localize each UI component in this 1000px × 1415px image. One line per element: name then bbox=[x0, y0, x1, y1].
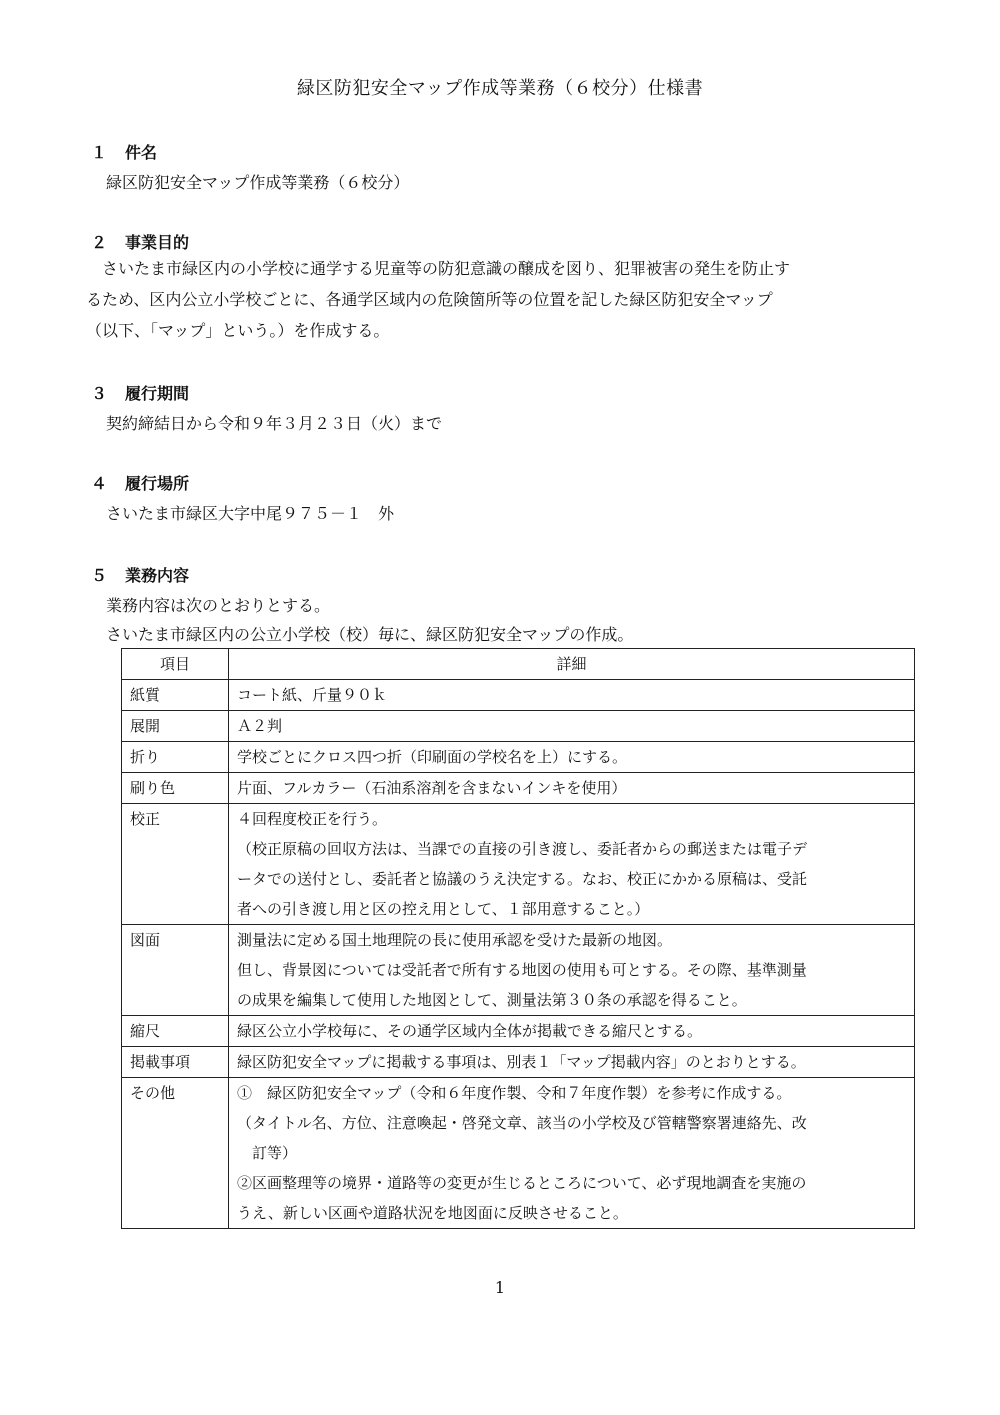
section-title: 事業目的 bbox=[125, 233, 190, 252]
page-number: 1 bbox=[494, 1278, 506, 1297]
row-label: 掲載事項 bbox=[122, 1047, 229, 1078]
detail-line: 緑区防犯安全マップに掲載する事項は、別表１「マップ掲載内容」のとおりとする。 bbox=[237, 1053, 806, 1071]
work-text: 業務内容は次のとおりとする。 bbox=[106, 596, 331, 615]
column-header: 項目 bbox=[122, 649, 229, 680]
row-label: その他 bbox=[122, 1078, 229, 1229]
section-heading-purpose bbox=[91, 230, 189, 253]
detail-line: （タイトル名、方位、注意喚起・啓発文章、該当の小学校及び管轄警察署連絡先、改 bbox=[237, 1114, 807, 1132]
detail-line: 測量法に定める国土地理院の長に使用承認を受けた最新の地図。 bbox=[237, 931, 673, 949]
row-label: 展開 bbox=[122, 711, 229, 742]
row-detail bbox=[229, 925, 915, 1016]
row-detail bbox=[229, 680, 915, 711]
section-title: 件名 bbox=[125, 143, 158, 162]
detail-line: ４回程度校正を行う。 bbox=[237, 810, 388, 828]
table-row bbox=[122, 742, 915, 773]
row-label: 刷り色 bbox=[122, 773, 229, 804]
table-row bbox=[122, 680, 915, 711]
work-text: さいたま市緑区内の公立小学校（校）毎に、緑区防犯安全マップの作成。 bbox=[106, 625, 634, 644]
detail-line: （校正原稿の回収方法は、当課での直接の引き渡し、委託者からの郵送または電子デ bbox=[237, 840, 808, 858]
detail-line: 学校ごとにクロス四つ折（印刷面の学校名を上）にする。 bbox=[237, 748, 628, 766]
spec-table bbox=[121, 648, 915, 1229]
row-detail bbox=[229, 1078, 915, 1229]
purpose-line: （以下、「マップ」という。）を作成する。 bbox=[86, 321, 390, 340]
row-label: 縮尺 bbox=[122, 1016, 229, 1047]
section-number: ４ bbox=[91, 474, 108, 493]
table-row bbox=[122, 1047, 915, 1078]
table-row bbox=[122, 773, 915, 804]
row-detail bbox=[229, 711, 915, 742]
row-detail bbox=[229, 773, 915, 804]
row-label: 校正 bbox=[122, 804, 229, 925]
detail-line: ① 緑区防犯安全マップ（令和６年度作製、令和７年度作製）を参考に作成する。 bbox=[237, 1084, 792, 1102]
detail-line: 訂等） bbox=[237, 1144, 298, 1162]
row-label: 折り bbox=[122, 742, 229, 773]
table-row bbox=[122, 925, 915, 1016]
table-header-row bbox=[122, 649, 915, 680]
section-title: 業務内容 bbox=[125, 566, 190, 585]
section-title: 履行場所 bbox=[125, 474, 190, 493]
row-label: 紙質 bbox=[122, 680, 229, 711]
table-row bbox=[122, 711, 915, 742]
subject-text: 緑区防犯安全マップ作成等業務（６校分） bbox=[106, 173, 410, 192]
section-number: １ bbox=[91, 143, 108, 162]
section-heading-location bbox=[91, 471, 189, 494]
section-number: ３ bbox=[91, 384, 108, 403]
section-heading-subject bbox=[91, 140, 157, 163]
table-row bbox=[122, 1078, 915, 1229]
detail-line: うえ、新しい区画や道路状況を地図面に反映させること。 bbox=[237, 1204, 628, 1222]
detail-line: コート紙、斤量９０ｋ bbox=[237, 686, 388, 704]
detail-line: の成果を編集して使用した地図として、測量法第３０条の承認を得ること。 bbox=[237, 991, 747, 1009]
purpose-paragraph bbox=[86, 253, 916, 346]
row-detail bbox=[229, 804, 915, 925]
table-row bbox=[122, 804, 915, 925]
row-label: 図面 bbox=[122, 925, 229, 1016]
table-row bbox=[122, 1016, 915, 1047]
section-number: ５ bbox=[91, 566, 108, 585]
section-number: ２ bbox=[91, 233, 108, 252]
row-detail bbox=[229, 1016, 915, 1047]
location-text: さいたま市緑区大字中尾９７５－１ 外 bbox=[106, 504, 395, 523]
section-heading-work bbox=[91, 563, 189, 586]
purpose-line: さいたま市緑区内の小学校に通学する児童等の防犯意識の醸成を図り、犯罪被害の発生を防止す bbox=[86, 259, 791, 278]
detail-line: 但し、背景図については受託者で所有する地図の使用も可とする。その際、基準測量 bbox=[237, 961, 807, 979]
row-detail bbox=[229, 742, 915, 773]
detail-line: 者への引き渡し用と区の控え用として、１部用意すること。） bbox=[237, 900, 650, 918]
detail-line: 緑区公立小学校毎に、その通学区域内全体が掲載できる縮尺とする。 bbox=[237, 1022, 703, 1040]
purpose-line: るため、区内公立小学校ごとに、各通学区域内の危険箇所等の位置を記した緑区防犯安全マップ bbox=[86, 290, 773, 309]
section-heading-period bbox=[91, 381, 189, 404]
row-detail bbox=[229, 1047, 915, 1078]
detail-line: Ａ２判 bbox=[237, 717, 283, 735]
period-text: 契約締結日から令和９年３月２３日（火）まで bbox=[106, 414, 443, 433]
section-title: 履行期間 bbox=[125, 384, 190, 403]
detail-line: 片面、フルカラー（石油系溶剤を含まないインキを使用） bbox=[237, 779, 627, 797]
detail-line: ータでの送付とし、委託者と協議のうえ決定する。なお、校正にかかる原稿は、受託 bbox=[237, 870, 808, 888]
detail-line: ②区画整理等の境界・道路等の変更が生じるところについて、必ず現地調査を実施の bbox=[237, 1174, 807, 1192]
document-title: 緑区防犯安全マップ作成等業務（６校分）仕様書 bbox=[296, 78, 704, 99]
column-header: 詳細 bbox=[229, 649, 915, 680]
